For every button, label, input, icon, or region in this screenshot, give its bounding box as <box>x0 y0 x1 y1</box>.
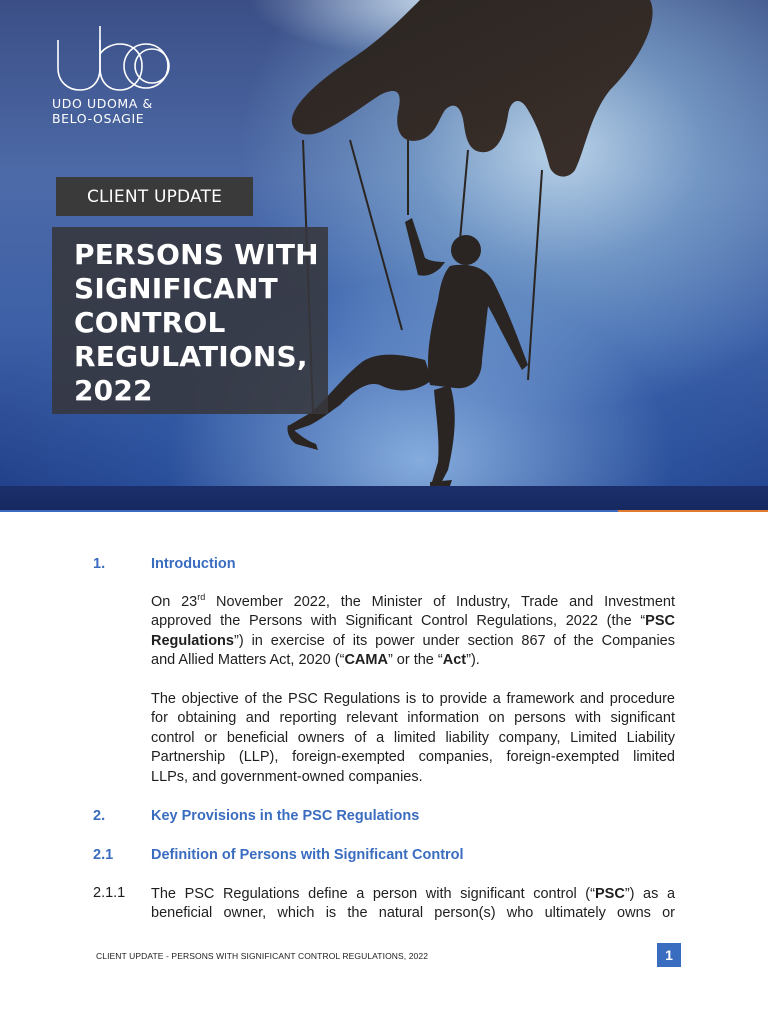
section-2-number: 2. <box>93 808 106 824</box>
paragraph-2-line-1: The objective of the PSC Regulations is to provide a framework and procedure <box>151 691 675 707</box>
firm-name <box>52 96 153 126</box>
paragraph-1-line-4: and Allied Matters Act, 2020 (“CAMA” or the “Act”). <box>151 652 480 669</box>
page-number: 1 <box>657 943 681 967</box>
firm-name-line-1: UDO UDOMA & <box>52 96 153 111</box>
paragraph-1-line-1: On 23rd November 2022, the Minister of Industry, Trade and Investment <box>151 592 675 610</box>
title-line-2: SIGNIFICANT <box>74 272 278 305</box>
section-2-1-number: 2.1 <box>93 847 114 863</box>
section-1-number: 1. <box>93 556 106 572</box>
paragraph-2-line-5: LLPs, and government-owned companies. <box>151 768 423 785</box>
paragraph-1-line-3: Regulations”) in exercise of its power under section 867 of the Companies <box>151 632 675 649</box>
section-1-paragraph-1 <box>151 593 675 671</box>
section-2-1-1-number: 2.1.1 <box>93 885 126 901</box>
paragraph-3-line-2: beneficial owner, which is the natural person(s) who ultimately owns or <box>151 905 675 922</box>
paragraph-3-line-1: The PSC Regulations define a person with significant control (“PSC”) as a <box>151 886 676 902</box>
paragraph-2-line-3: control or beneficial owners of a limited liability company, Limited Liability <box>151 729 675 746</box>
title-line-4: REGULATIONS, <box>74 340 308 373</box>
section-2-1-1-paragraph <box>151 885 675 924</box>
section-1-paragraph-2 <box>151 690 675 787</box>
title-line-1: PERSONS WITH <box>74 238 319 271</box>
section-2-1-heading: Definition of Persons with Significant Control <box>151 847 464 863</box>
paragraph-2-line-2: for obtaining and reporting relevant information on persons with significant <box>151 710 675 727</box>
client-update-tag: CLIENT UPDATE <box>56 177 253 216</box>
accent-line-blue <box>0 510 618 512</box>
paragraph-1-line-2: approved the Persons with Significant Control Regulations, 2022 (the “PSC <box>151 613 675 630</box>
section-1-heading: Introduction <box>151 556 236 572</box>
paragraph-2-line-4: Partnership (LLP), foreign-exempted companies, foreign-exempted limited <box>151 749 675 766</box>
accent-line-orange <box>618 510 768 512</box>
document-title <box>74 238 334 408</box>
title-line-5: 2022 <box>74 374 153 407</box>
section-2-heading: Key Provisions in the PSC Regulations <box>151 808 420 824</box>
title-line-3: CONTROL <box>74 306 226 339</box>
footer-title: CLIENT UPDATE - PERSONS WITH SIGNIFICANT CONTROL REGULATIONS, 2022 <box>96 951 429 961</box>
hero-bottom-band <box>0 486 768 512</box>
firm-name-line-2: BELO-OSAGIE <box>52 111 145 126</box>
firm-logo-icon <box>52 22 172 94</box>
